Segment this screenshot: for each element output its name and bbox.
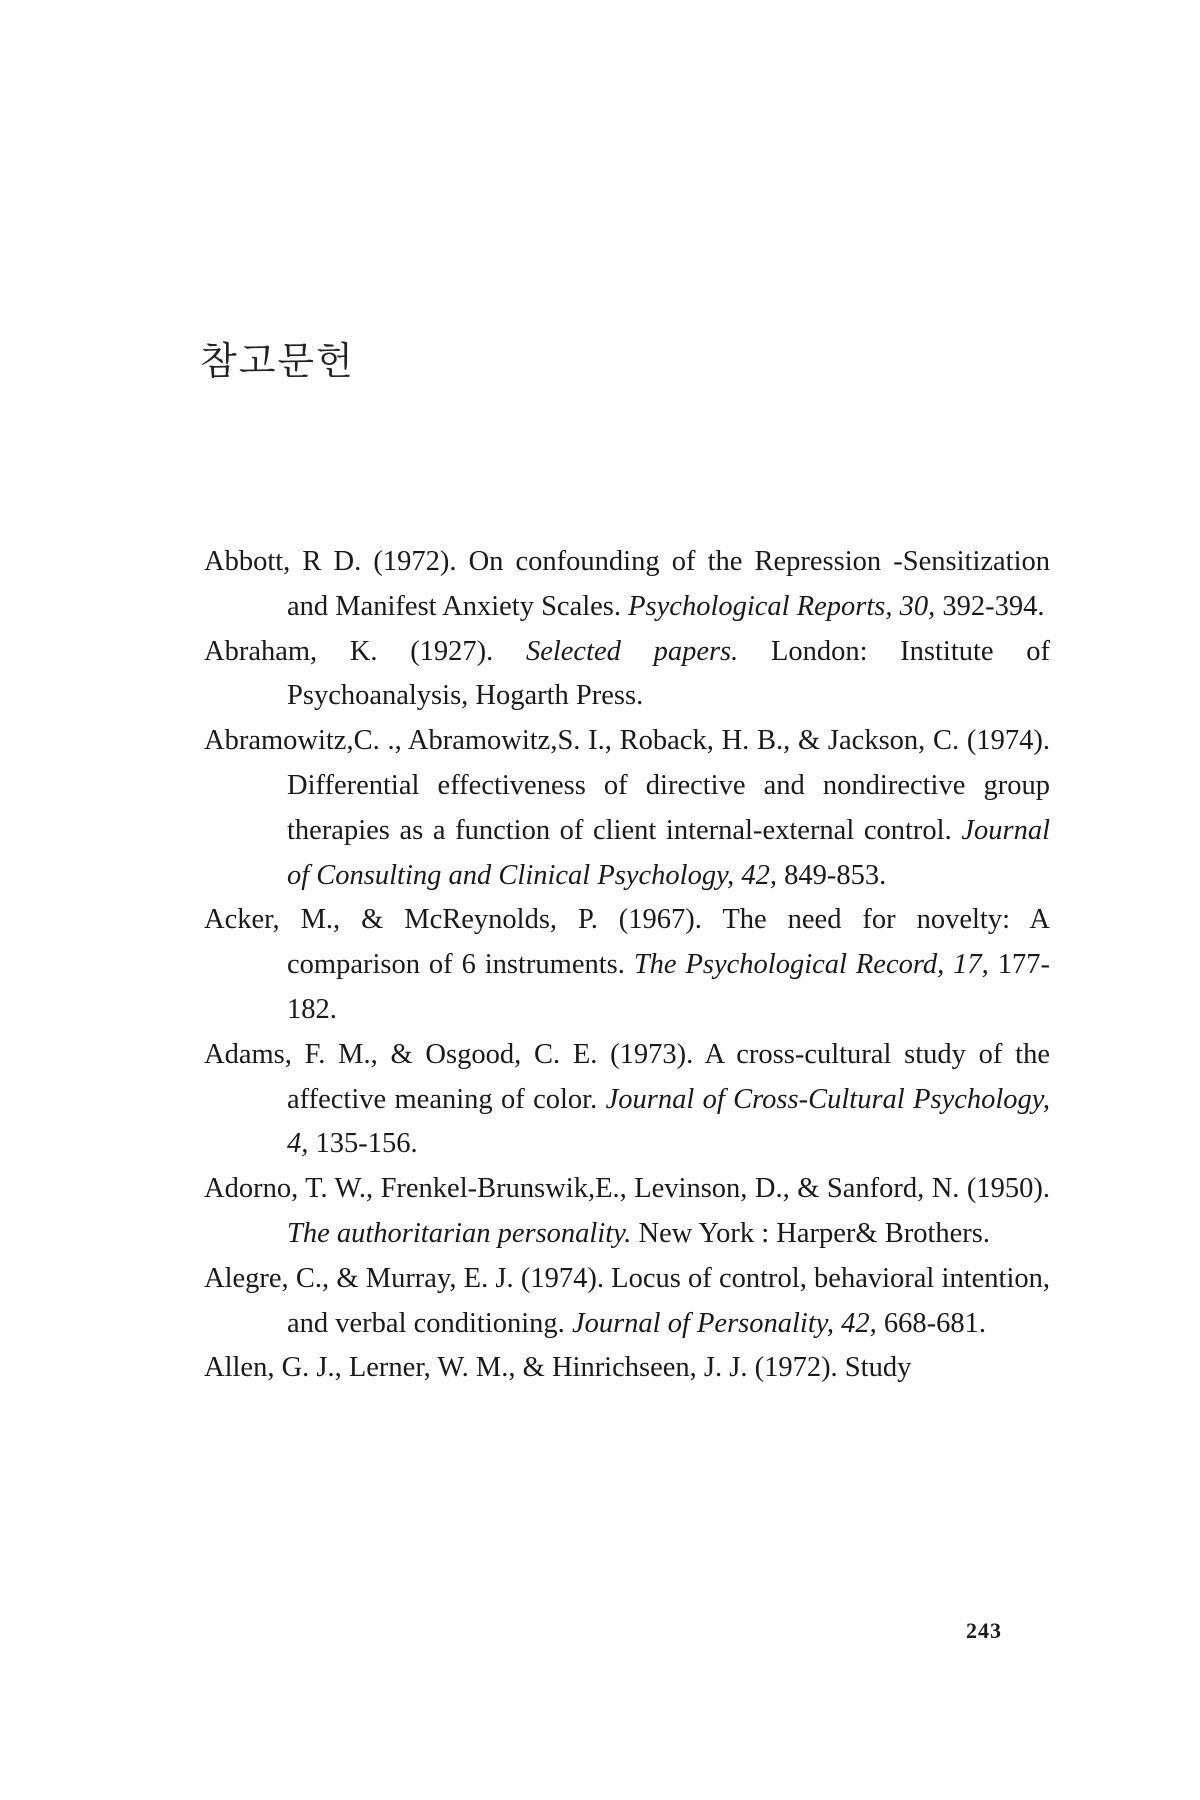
reference-source: Selected papers. [525, 635, 739, 667]
reference-pages: 177-182. [287, 949, 1050, 1025]
reference-entry-allen [204, 1346, 1050, 1391]
reference-pages: 668-681. [876, 1307, 986, 1339]
reference-text: Abraham, K. (1927). [204, 635, 526, 667]
reference-text: Acker, M., & McReynolds, P. (1967). The need for novelty: A comparison of 6 instruments. [204, 904, 1050, 981]
reference-pages: New York : Harper& Brothers. [631, 1217, 990, 1249]
reference-text: Adorno, T. W., Frenkel-Brunswik,E., Levinson, D., & Sanford, N. (1950). [204, 1173, 1050, 1205]
reference-entry-abraham [204, 630, 1050, 720]
reference-list [204, 540, 1050, 1391]
reference-pages: 135-156. [308, 1128, 418, 1160]
reference-entry-abramowitz [204, 719, 1050, 898]
reference-source: The authoritarian personality. [287, 1217, 632, 1249]
reference-entry-abbott [204, 540, 1050, 630]
reference-entry-acker [204, 898, 1050, 1032]
reference-pages: 849-853. [777, 859, 887, 891]
page-number: 243 [966, 1618, 1002, 1643]
reference-source: Journal of Personality, 42, [571, 1307, 877, 1339]
reference-text: Adams, F. M., & Osgood, C. E. (1973). A cross-cultural study of the affective meaning of color. [204, 1038, 1050, 1115]
reference-text: Alegre, C., & Murray, E. J. (1974). Locus of control, behavioral intention, and verbal conditioning. [204, 1262, 1050, 1339]
reference-text: Allen, G. J., Lerner, W. M., & Hinrichseen, J. J. (1972). Study [204, 1352, 912, 1384]
reference-pages: 392-394. [935, 590, 1045, 622]
reference-pages: London: Institute of Psychoanalysis, Hogarth Press. [287, 635, 1050, 712]
reference-source: Psychological Reports, 30, [628, 590, 936, 622]
reference-text: Abramowitz,C. ., Abramowitz,S. I., Roback, H. B., & Jackson, C. (1974). Differential effectiveness of directive and nondirective group therapies as a function of client internal-external control. [204, 725, 1050, 846]
reference-entry-alegre [204, 1257, 1050, 1347]
reference-source: The Psychological Record, 17, [633, 949, 989, 981]
reference-entry-adorno [204, 1167, 1050, 1257]
reference-source: Journal of Consulting and Clinical Psychology, 42, [287, 814, 1050, 891]
reference-entry-adams [204, 1033, 1050, 1167]
reference-text: Abbott, R D. (1972). On confounding of the Repression -Sensitization and Manifest Anxiety Scales. [204, 546, 1050, 622]
reference-source: Journal of Cross-Cultural Psychology, 4, [287, 1083, 1050, 1160]
references-heading: 참고문헌 [200, 341, 355, 383]
